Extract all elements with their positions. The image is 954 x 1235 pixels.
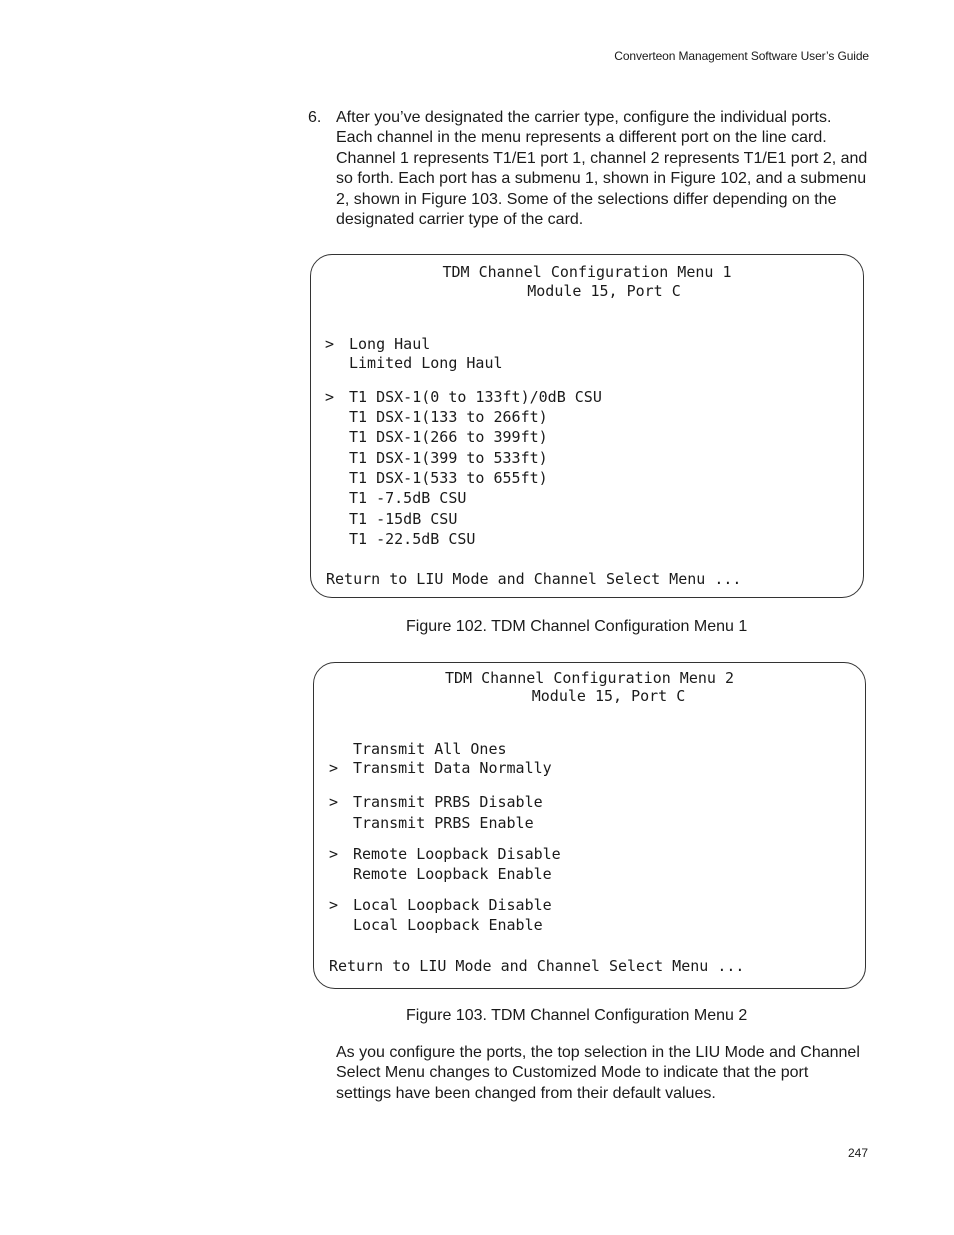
step-text: After you’ve designated the carrier type, configure the individual ports. Each channel in the menu represents a different port on the line card. Channel 1 represents T1/E1 port 1, channel 2 represents T1/E1 port 2, and so forth. Each port has a submenu 1, shown in Figure 102, and a submenu 2, shown in Figure 103. Some of the selections differ depending on the designated carrier type of the card.: [336, 109, 868, 229]
menu1-item-dsx1-133-266[interactable]: T1 DSX-1(133 to 266ft): [349, 408, 548, 426]
menu1-item-dsx1-533-655[interactable]: T1 DSX-1(533 to 655ft): [349, 469, 548, 487]
menu2-selector: >: [329, 759, 339, 777]
menu1-item-csu-15[interactable]: T1 -15dB CSU: [349, 510, 458, 528]
menu1-item-long-haul[interactable]: Long Haul: [349, 335, 431, 353]
menu2-item-remote-loopback-disable[interactable]: Remote Loopback Disable: [353, 845, 561, 863]
menu1-item-dsx1-0-133[interactable]: T1 DSX-1(0 to 133ft)/0dB CSU: [349, 388, 602, 406]
step-number: 6.: [308, 109, 322, 126]
menu2-selector: >: [329, 896, 339, 914]
menu2-selector: >: [329, 793, 339, 811]
menu2-return-link[interactable]: Return to LIU Mode and Channel Select Menu ...: [329, 957, 745, 975]
menu1-selector: >: [325, 335, 335, 353]
figure-103-caption: Figure 103. TDM Channel Configuration Menu 2: [406, 1007, 748, 1024]
menu1-item-csu-22-5[interactable]: T1 -22.5dB CSU: [349, 530, 476, 548]
menu1-subtitle: Module 15, Port C: [527, 282, 681, 300]
menu2-item-transmit-data-normally[interactable]: Transmit Data Normally: [353, 759, 552, 777]
menu2-title: TDM Channel Configuration Menu 2: [445, 669, 734, 687]
menu1-item-limited-long-haul[interactable]: Limited Long Haul: [349, 354, 503, 372]
menu1-selector: >: [325, 388, 335, 406]
menu1-return-link[interactable]: Return to LIU Mode and Channel Select Menu ...: [326, 570, 742, 588]
menu1-screen: [310, 254, 864, 598]
figure-102-caption: Figure 102. TDM Channel Configuration Menu 1: [406, 618, 748, 635]
menu2-subtitle: Module 15, Port C: [531, 687, 686, 705]
menu2-screen: [313, 662, 866, 989]
menu2-item-transmit-all-ones[interactable]: Transmit All Ones: [353, 740, 507, 758]
menu1-item-dsx1-266-399[interactable]: T1 DSX-1(266 to 399ft): [349, 428, 548, 446]
menu1-item-csu-7-5[interactable]: T1 -7.5dB CSU: [349, 489, 467, 507]
menu2-item-prbs-disable[interactable]: Transmit PRBS Disable: [353, 793, 543, 811]
page-number: 247: [847, 1146, 868, 1160]
menu1-title: TDM Channel Configuration Menu 1: [442, 263, 732, 281]
closing-paragraph: As you configure the ports, the top selection in the LIU Mode and Channel Select Menu changes to Customized Mode to indicate that the port settings have been changed from their default values.: [336, 1044, 860, 1102]
menu2-selector: >: [329, 845, 339, 863]
running-header: Converteon Management Software User’s Guide: [614, 49, 869, 63]
menu2-item-local-loopback-enable[interactable]: Local Loopback Enable: [353, 916, 543, 934]
menu2-item-prbs-enable[interactable]: Transmit PRBS Enable: [353, 814, 534, 832]
menu2-item-remote-loopback-enable[interactable]: Remote Loopback Enable: [353, 865, 552, 883]
menu1-item-dsx1-399-533[interactable]: T1 DSX-1(399 to 533ft): [349, 449, 548, 467]
menu2-item-local-loopback-disable[interactable]: Local Loopback Disable: [353, 896, 552, 914]
